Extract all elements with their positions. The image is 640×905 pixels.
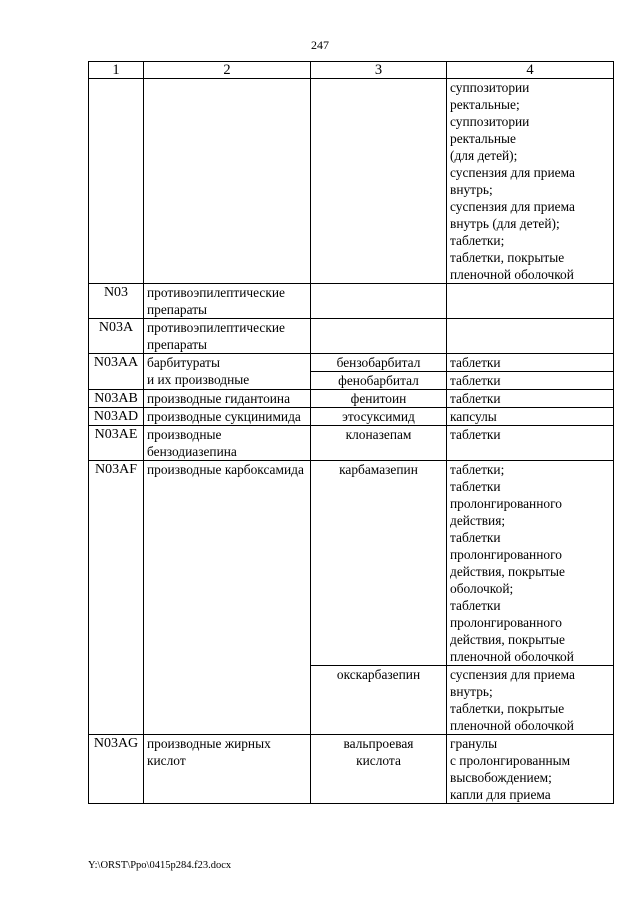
group-name-cell (144, 79, 311, 284)
table-row (89, 461, 614, 666)
inn-cell: клоназепам (311, 426, 447, 461)
file-path-footer: Y:\ORST\Ppo\0415p284.f23.docx (88, 860, 232, 871)
group-name-cell: противоэпилептические препараты (144, 284, 311, 319)
table-row (89, 426, 614, 461)
column-header: 2 (144, 62, 311, 79)
dosage-form-cell: таблетки (447, 372, 614, 390)
dosage-form-cell: суспензия для приема внутрь; таблетки, покрытые пленочной оболочкой (447, 666, 614, 735)
dosage-form-cell: гранулы с пролонгированным высвобождением; капли для приема (447, 735, 614, 804)
inn-cell (311, 284, 447, 319)
table-row (89, 319, 614, 354)
dosage-form-cell (447, 284, 614, 319)
inn-cell: карбамазепин (311, 461, 447, 666)
dosage-form-cell: таблетки (447, 426, 614, 461)
dosage-form-cell (447, 319, 614, 354)
inn-cell: фенитоин (311, 390, 447, 408)
atc-code-cell: N03AD (89, 408, 144, 426)
drug-table (88, 61, 614, 804)
dosage-form-cell: таблетки; таблетки пролонгированного действия; таблетки пролонгированного действия, покрытые оболочкой; таблетки пролонгированного действия, покрытые пленочной оболочкой (447, 461, 614, 666)
inn-cell (311, 319, 447, 354)
table-row (89, 735, 614, 804)
column-header: 1 (89, 62, 144, 79)
table-row (89, 354, 614, 372)
column-header: 3 (311, 62, 447, 79)
atc-code-cell: N03AA (89, 354, 144, 390)
group-name-cell: производные гидантоина (144, 390, 311, 408)
table-row (89, 79, 614, 284)
inn-cell: бензобарбитал (311, 354, 447, 372)
group-name-cell: противоэпилептические препараты (144, 319, 311, 354)
table-header-row (89, 62, 614, 79)
atc-code-cell: N03AE (89, 426, 144, 461)
dosage-form-cell: капсулы (447, 408, 614, 426)
atc-code-cell: N03 (89, 284, 144, 319)
group-name-cell: производные жирных кислот (144, 735, 311, 804)
inn-cell (311, 79, 447, 284)
inn-cell: фенобарбитал (311, 372, 447, 390)
inn-cell: этосуксимид (311, 408, 447, 426)
dosage-form-cell: таблетки (447, 390, 614, 408)
group-name-cell: барбитураты и их производные (144, 354, 311, 390)
column-header: 4 (447, 62, 614, 79)
inn-cell: окскарбазепин (311, 666, 447, 735)
inn-cell: вальпроевая кислота (311, 735, 447, 804)
page-number: 247 (311, 38, 329, 52)
group-name-cell: производные бензодиазепина (144, 426, 311, 461)
table-row (89, 390, 614, 408)
table-row (89, 408, 614, 426)
dosage-form-cell: суппозитории ректальные; суппозитории ректальные (для детей); суспензия для приема внутрь; суспензия для приема внутрь (для детей); таблетки; таблетки, покрытые пленочной оболочкой (447, 79, 614, 284)
atc-code-cell: N03AB (89, 390, 144, 408)
atc-code-cell: N03AG (89, 735, 144, 804)
group-name-cell: производные карбоксамида (144, 461, 311, 735)
atc-code-cell: N03AF (89, 461, 144, 735)
table-row (89, 284, 614, 319)
atc-code-cell (89, 79, 144, 284)
dosage-form-cell: таблетки (447, 354, 614, 372)
atc-code-cell: N03A (89, 319, 144, 354)
group-name-cell: производные сукцинимида (144, 408, 311, 426)
